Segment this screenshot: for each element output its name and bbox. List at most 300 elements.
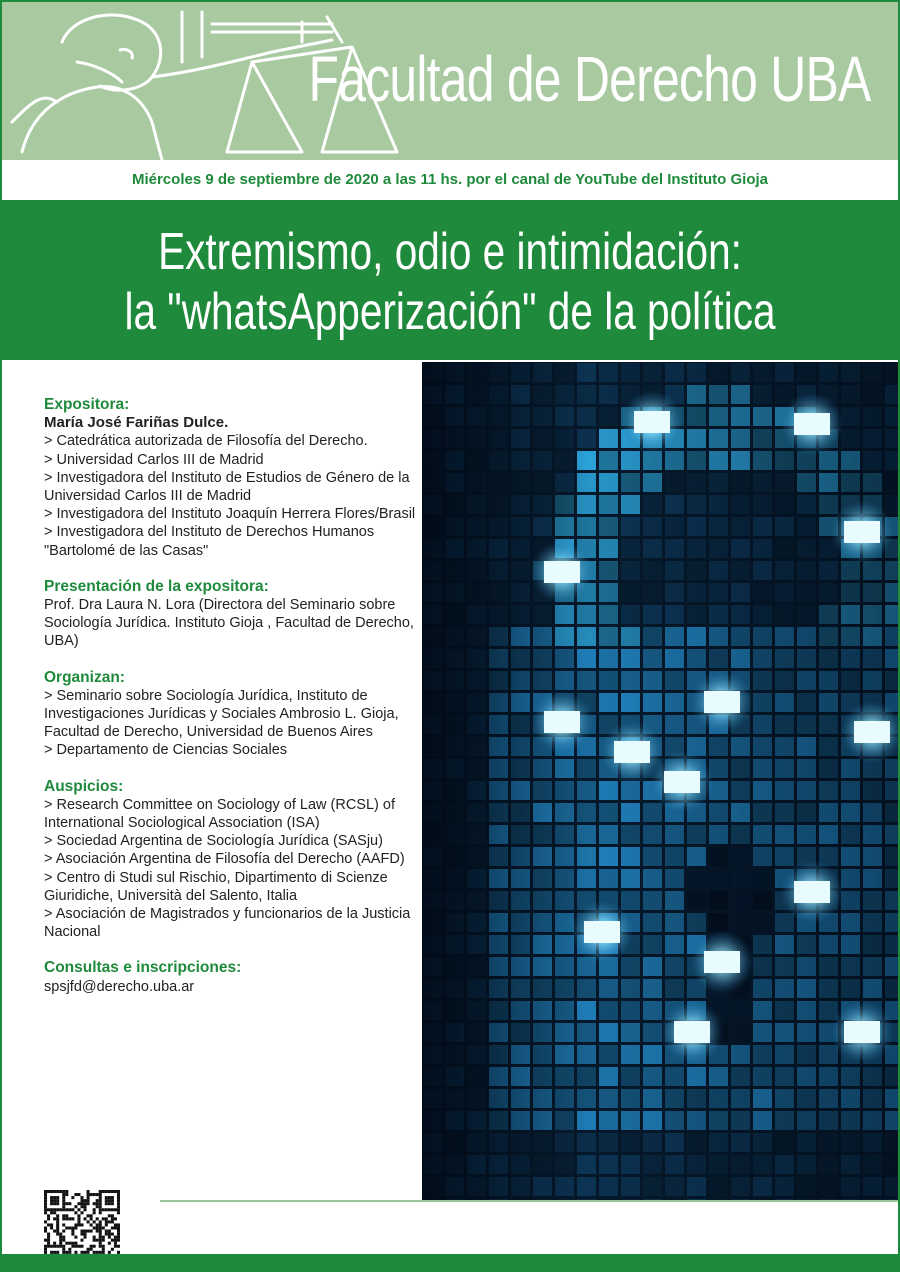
qr-module bbox=[93, 1208, 96, 1211]
qr-module bbox=[59, 1233, 62, 1236]
qr-module bbox=[71, 1217, 74, 1220]
qr-module bbox=[114, 1226, 117, 1229]
qr-module bbox=[84, 1202, 87, 1205]
qr-module bbox=[59, 1190, 62, 1193]
qr-module bbox=[56, 1223, 59, 1226]
qr-module bbox=[47, 1208, 50, 1211]
qr-module bbox=[77, 1208, 80, 1211]
qr-module bbox=[117, 1199, 120, 1202]
lit-tile bbox=[614, 741, 650, 763]
qr-module bbox=[74, 1223, 77, 1226]
lit-tile bbox=[544, 561, 580, 583]
qr-module bbox=[90, 1214, 93, 1217]
qr-module bbox=[117, 1230, 120, 1233]
qr-module bbox=[71, 1242, 74, 1245]
qr-module bbox=[102, 1190, 105, 1193]
qr-module bbox=[111, 1217, 114, 1220]
digital-padlock-image bbox=[422, 362, 898, 1200]
qr-module bbox=[50, 1199, 53, 1202]
qr-module bbox=[87, 1199, 90, 1202]
qr-module bbox=[74, 1245, 77, 1248]
qr-module bbox=[108, 1199, 111, 1202]
qr-module bbox=[80, 1230, 83, 1233]
qr-module bbox=[62, 1205, 65, 1208]
qr-module bbox=[77, 1193, 80, 1196]
qr-module bbox=[111, 1190, 114, 1193]
qr-module bbox=[99, 1245, 102, 1248]
qr-module bbox=[74, 1226, 77, 1229]
qr-module bbox=[99, 1202, 102, 1205]
qr-module bbox=[99, 1196, 102, 1199]
qr-module bbox=[111, 1196, 114, 1199]
qr-module bbox=[53, 1208, 56, 1211]
qr-module bbox=[114, 1223, 117, 1226]
qr-module bbox=[53, 1245, 56, 1248]
lit-tile bbox=[704, 691, 740, 713]
qr-module bbox=[108, 1233, 111, 1236]
qr-module bbox=[53, 1196, 56, 1199]
qr-module bbox=[56, 1217, 59, 1220]
expositora-heading: Expositora: bbox=[44, 396, 130, 413]
presentacion-section bbox=[44, 578, 416, 651]
header-banner bbox=[2, 2, 898, 160]
qr-module bbox=[84, 1208, 87, 1211]
qr-module bbox=[74, 1211, 77, 1214]
qr-module bbox=[77, 1223, 80, 1226]
auspicios-item: > Asociación Argentina de Filosofía del Derecho (AAFD) bbox=[44, 851, 405, 868]
event-title-band bbox=[0, 200, 900, 360]
auspicios-item: > Sociedad Argentina de Sociología Jurídica (SASju) bbox=[44, 833, 383, 850]
lit-tile bbox=[844, 1021, 880, 1043]
qr-module bbox=[93, 1202, 96, 1205]
qr-module bbox=[77, 1245, 80, 1248]
organizan-heading: Organizan: bbox=[44, 668, 125, 686]
qr-module bbox=[114, 1242, 117, 1245]
qr-module bbox=[56, 1199, 59, 1202]
qr-module bbox=[117, 1236, 120, 1239]
qr-module bbox=[99, 1199, 102, 1202]
qr-module bbox=[65, 1190, 68, 1193]
qr-module bbox=[44, 1245, 47, 1248]
qr-module bbox=[44, 1202, 47, 1205]
qr-module bbox=[93, 1239, 96, 1242]
qr-module bbox=[80, 1199, 83, 1202]
qr-module bbox=[50, 1190, 53, 1193]
qr-module bbox=[62, 1230, 65, 1233]
qr-module bbox=[87, 1202, 90, 1205]
qr-module bbox=[47, 1214, 50, 1217]
qr-module bbox=[108, 1236, 111, 1239]
qr-module bbox=[65, 1242, 68, 1245]
qr-module bbox=[84, 1199, 87, 1202]
qr-module bbox=[50, 1245, 53, 1248]
qr-module bbox=[62, 1208, 65, 1211]
qr-module bbox=[80, 1233, 83, 1236]
qr-module bbox=[117, 1190, 120, 1193]
qr-module bbox=[105, 1208, 108, 1211]
qr-module bbox=[80, 1202, 83, 1205]
qr-module bbox=[80, 1245, 83, 1248]
qr-module bbox=[99, 1239, 102, 1242]
qr-module bbox=[99, 1242, 102, 1245]
lit-tile bbox=[674, 1021, 710, 1043]
qr-module bbox=[47, 1239, 50, 1242]
qr-module bbox=[117, 1193, 120, 1196]
qr-module bbox=[65, 1193, 68, 1196]
event-info-column bbox=[44, 396, 416, 1014]
qr-module bbox=[102, 1236, 105, 1239]
expositora-item: > Universidad Carlos III de Madrid bbox=[44, 451, 264, 468]
qr-module bbox=[99, 1226, 102, 1229]
qr-module bbox=[50, 1208, 53, 1211]
qr-module bbox=[108, 1196, 111, 1199]
qr-module bbox=[93, 1226, 96, 1229]
qr-module bbox=[56, 1202, 59, 1205]
qr-module bbox=[59, 1236, 62, 1239]
qr-module bbox=[56, 1230, 59, 1233]
qr-module bbox=[99, 1220, 102, 1223]
qr-module bbox=[80, 1239, 83, 1242]
expositora-section bbox=[44, 396, 416, 560]
qr-module bbox=[105, 1196, 108, 1199]
qr-module bbox=[62, 1190, 65, 1193]
bottom-bar bbox=[0, 1254, 900, 1272]
qr-module bbox=[71, 1233, 74, 1236]
lit-tile bbox=[794, 413, 830, 435]
qr-module bbox=[53, 1242, 56, 1245]
qr-module bbox=[50, 1226, 53, 1229]
qr-module bbox=[108, 1220, 111, 1223]
qr-module bbox=[47, 1245, 50, 1248]
qr-module bbox=[56, 1196, 59, 1199]
qr-module bbox=[111, 1208, 114, 1211]
qr-module bbox=[111, 1248, 114, 1251]
qr-module bbox=[111, 1202, 114, 1205]
qr-module bbox=[117, 1205, 120, 1208]
qr-module bbox=[77, 1220, 80, 1223]
qr-module bbox=[56, 1214, 59, 1217]
lit-tile bbox=[854, 721, 890, 743]
qr-module bbox=[47, 1223, 50, 1226]
qr-module bbox=[65, 1214, 68, 1217]
qr-module bbox=[90, 1230, 93, 1233]
expositora-item: > Catedrática autorizada de Filosofía del Derecho. bbox=[44, 433, 368, 450]
qr-module bbox=[62, 1248, 65, 1251]
qr-module bbox=[62, 1214, 65, 1217]
qr-module bbox=[47, 1242, 50, 1245]
qr-module bbox=[71, 1208, 74, 1211]
lit-tile bbox=[634, 411, 670, 433]
qr-module bbox=[99, 1211, 102, 1214]
qr-module bbox=[84, 1233, 87, 1236]
qr-module bbox=[111, 1214, 114, 1217]
qr-module bbox=[65, 1217, 68, 1220]
qr-module bbox=[84, 1205, 87, 1208]
lit-tile bbox=[844, 521, 880, 543]
qr-module bbox=[111, 1220, 114, 1223]
qr-module bbox=[80, 1196, 83, 1199]
qr-module bbox=[77, 1217, 80, 1220]
qr-module bbox=[105, 1223, 108, 1226]
qr-module bbox=[44, 1226, 47, 1229]
consultas-section bbox=[44, 959, 416, 995]
qr-module bbox=[102, 1245, 105, 1248]
qr-module bbox=[74, 1242, 77, 1245]
contact-email[interactable]: spsjfd@derecho.uba.ar bbox=[44, 978, 195, 995]
qr-module bbox=[56, 1245, 59, 1248]
qr-module bbox=[68, 1248, 71, 1251]
qr-module bbox=[102, 1239, 105, 1242]
qr-module bbox=[87, 1190, 90, 1193]
qr-module bbox=[77, 1214, 80, 1217]
qr-module bbox=[44, 1190, 47, 1193]
consultas-heading: Consultas e inscripciones: bbox=[44, 959, 242, 977]
qr-module bbox=[96, 1205, 99, 1208]
qr-module bbox=[62, 1202, 65, 1205]
expositora-item: > Investigadora del Instituto de Estudios de Género de la Universidad Carlos III de Madrid bbox=[44, 469, 410, 505]
qr-module bbox=[96, 1193, 99, 1196]
qr-module bbox=[96, 1202, 99, 1205]
qr-module bbox=[44, 1196, 47, 1199]
qr-module bbox=[117, 1196, 120, 1199]
qr-module bbox=[108, 1230, 111, 1233]
qr-module bbox=[96, 1226, 99, 1229]
qr-module bbox=[114, 1217, 117, 1220]
qr-module bbox=[111, 1233, 114, 1236]
lit-tile bbox=[544, 711, 580, 733]
qr-module bbox=[62, 1239, 65, 1242]
qr-module bbox=[108, 1242, 111, 1245]
qr-module bbox=[80, 1211, 83, 1214]
qr-module bbox=[68, 1226, 71, 1229]
qr-module bbox=[71, 1226, 74, 1229]
qr-module bbox=[105, 1220, 108, 1223]
qr-module bbox=[114, 1208, 117, 1211]
qr-module bbox=[44, 1230, 47, 1233]
qr-module bbox=[93, 1245, 96, 1248]
qr-module bbox=[44, 1239, 47, 1242]
qr-module bbox=[105, 1190, 108, 1193]
event-title-line-1: Extremismo, odio e intimidación: bbox=[158, 223, 742, 281]
qr-module bbox=[47, 1217, 50, 1220]
speaker-name: María José Fariñas Dulce. bbox=[44, 414, 229, 432]
qr-module bbox=[96, 1217, 99, 1220]
lit-tile bbox=[704, 951, 740, 973]
qr-module bbox=[90, 1217, 93, 1220]
qr-module bbox=[44, 1208, 47, 1211]
qr-module bbox=[87, 1193, 90, 1196]
qr-module bbox=[90, 1248, 93, 1251]
qr-module bbox=[108, 1214, 111, 1217]
qr-module bbox=[44, 1220, 47, 1223]
expositora-item: > Investigadora del Instituto Joaquín Herrera Flores/Brasil bbox=[44, 506, 416, 523]
qr-module bbox=[74, 1205, 77, 1208]
qr-module bbox=[59, 1239, 62, 1242]
qr-module bbox=[53, 1199, 56, 1202]
qr-module bbox=[93, 1220, 96, 1223]
qr-module bbox=[65, 1208, 68, 1211]
qr-module bbox=[87, 1196, 90, 1199]
qr-module bbox=[87, 1220, 90, 1223]
qr-module bbox=[71, 1230, 74, 1233]
qr-module bbox=[117, 1239, 120, 1242]
qr-module bbox=[71, 1245, 74, 1248]
qr-module bbox=[53, 1217, 56, 1220]
auspicios-section bbox=[44, 778, 416, 942]
qr-module bbox=[74, 1236, 77, 1239]
qr-module bbox=[102, 1208, 105, 1211]
qr-module bbox=[53, 1230, 56, 1233]
lit-tile bbox=[584, 921, 620, 943]
qr-module bbox=[50, 1196, 53, 1199]
event-title-line-2: la "whatsApperización" de la política bbox=[124, 283, 776, 341]
qr-module bbox=[87, 1248, 90, 1251]
qr-module bbox=[111, 1199, 114, 1202]
qr-module bbox=[99, 1236, 102, 1239]
qr-module bbox=[117, 1211, 120, 1214]
expositora-item: > Investigadora del Instituto de Derechos Humanos "Bartolomé de las Casas" bbox=[44, 524, 375, 559]
presentacion-heading: Presentación de la expositora: bbox=[44, 577, 269, 595]
qr-module bbox=[99, 1205, 102, 1208]
qr-module bbox=[96, 1239, 99, 1242]
faculty-title: Facultad de Derecho UBA bbox=[308, 43, 870, 115]
qr-module bbox=[99, 1208, 102, 1211]
qr-module bbox=[117, 1208, 120, 1211]
qr-module bbox=[117, 1202, 120, 1205]
qr-module bbox=[99, 1223, 102, 1226]
qr-module bbox=[53, 1211, 56, 1214]
qr-module bbox=[93, 1236, 96, 1239]
qr-module bbox=[56, 1190, 59, 1193]
qr-module bbox=[90, 1193, 93, 1196]
qr-module bbox=[102, 1226, 105, 1229]
qr-module bbox=[53, 1202, 56, 1205]
qr-module bbox=[96, 1199, 99, 1202]
qr-module bbox=[68, 1242, 71, 1245]
qr-module bbox=[93, 1193, 96, 1196]
qr-module bbox=[44, 1248, 47, 1251]
qr-module bbox=[87, 1230, 90, 1233]
qr-module bbox=[80, 1205, 83, 1208]
qr-module bbox=[108, 1190, 111, 1193]
qr-module bbox=[62, 1193, 65, 1196]
auspicios-heading: Auspicios: bbox=[44, 777, 124, 795]
qr-module bbox=[47, 1236, 50, 1239]
qr-module bbox=[50, 1211, 53, 1214]
qr-module bbox=[105, 1233, 108, 1236]
qr-module bbox=[68, 1217, 71, 1220]
qr-module bbox=[56, 1233, 59, 1236]
qr-module bbox=[114, 1245, 117, 1248]
qr-module bbox=[84, 1217, 87, 1220]
qr-module bbox=[84, 1236, 87, 1239]
qr-module bbox=[99, 1190, 102, 1193]
qr-module bbox=[108, 1208, 111, 1211]
qr-module bbox=[62, 1245, 65, 1248]
qr-module bbox=[80, 1223, 83, 1226]
qr-module bbox=[102, 1217, 105, 1220]
qr-module bbox=[99, 1193, 102, 1196]
organizan-item: > Seminario sobre Sociología Jurídica, Instituto de Investigaciones Jurídicas y Sociales Ambrosio L. Gioja, Facultad de Derecho, Universidad de Buenos Aires bbox=[44, 687, 399, 741]
qr-module bbox=[96, 1223, 99, 1226]
qr-module bbox=[114, 1239, 117, 1242]
qr-module bbox=[105, 1199, 108, 1202]
qr-module bbox=[59, 1242, 62, 1245]
qr-module bbox=[56, 1220, 59, 1223]
qr-module bbox=[44, 1199, 47, 1202]
qr-module bbox=[105, 1202, 108, 1205]
qr-module bbox=[59, 1245, 62, 1248]
presentacion-text: Prof. Dra Laura N. Lora (Directora del Seminario sobre Sociología Jurídica. Instituto Gioja , Facultad de Derecho, UBA) bbox=[44, 597, 414, 650]
qr-module bbox=[68, 1202, 71, 1205]
qr-module bbox=[59, 1208, 62, 1211]
qr-module bbox=[117, 1226, 120, 1229]
event-dateline: Miércoles 9 de septiembre de 2020 a las 11 hs. por el canal de YouTube del Instituto Gioja bbox=[131, 171, 769, 188]
qr-module bbox=[111, 1239, 114, 1242]
digital-padlock-graphic bbox=[422, 362, 898, 1200]
qr-module bbox=[68, 1208, 71, 1211]
auspicios-item: > Research Committee on Sociology of Law (RCSL) of International Sociological Association (ISA) bbox=[44, 796, 395, 832]
qr-module bbox=[53, 1190, 56, 1193]
qr-module bbox=[117, 1233, 120, 1236]
qr-module bbox=[114, 1190, 117, 1193]
qr-module bbox=[56, 1226, 59, 1229]
qr-module bbox=[47, 1190, 50, 1193]
qr-module bbox=[74, 1193, 77, 1196]
qr-module bbox=[71, 1196, 74, 1199]
qr-module bbox=[44, 1211, 47, 1214]
qr-module bbox=[96, 1230, 99, 1233]
qr-module bbox=[84, 1230, 87, 1233]
auspicios-item: > Asociación de Magistrados y funcionarios de la Justicia Nacional bbox=[44, 906, 411, 941]
qr-module bbox=[62, 1217, 65, 1220]
qr-module bbox=[44, 1205, 47, 1208]
qr-module bbox=[62, 1199, 65, 1202]
qr-module bbox=[99, 1233, 102, 1236]
qr-module bbox=[50, 1202, 53, 1205]
organizan-item: > Departamento de Ciencias Sociales bbox=[44, 742, 288, 759]
qr-module bbox=[65, 1226, 68, 1229]
qr-module bbox=[108, 1202, 111, 1205]
qr-module bbox=[56, 1208, 59, 1211]
qr-module bbox=[114, 1236, 117, 1239]
qr-module bbox=[90, 1223, 93, 1226]
auspicios-item: > Centro di Studi sul Rischio, Dipartimento di Scienze Giuridiche, Università del Salento, Italia bbox=[44, 869, 388, 904]
qr-module bbox=[47, 1233, 50, 1236]
qr-module bbox=[90, 1245, 93, 1248]
qr-module bbox=[62, 1223, 65, 1226]
qr-module bbox=[102, 1248, 105, 1251]
lit-tile bbox=[794, 881, 830, 903]
qr-module bbox=[105, 1230, 108, 1233]
qr-module bbox=[111, 1226, 114, 1229]
qr-module bbox=[87, 1214, 90, 1217]
qr-module bbox=[44, 1193, 47, 1196]
footer-rule bbox=[160, 1200, 898, 1202]
qr-module bbox=[62, 1236, 65, 1239]
qr-module bbox=[117, 1223, 120, 1226]
qr-module bbox=[77, 1202, 80, 1205]
qr-module bbox=[65, 1202, 68, 1205]
qr-module bbox=[93, 1211, 96, 1214]
organizan-section bbox=[44, 669, 416, 760]
qr-module bbox=[50, 1223, 53, 1226]
qr-module bbox=[117, 1245, 120, 1248]
qr-module bbox=[105, 1217, 108, 1220]
qr-module bbox=[99, 1230, 102, 1233]
qr-module bbox=[62, 1196, 65, 1199]
lit-tile bbox=[664, 771, 700, 793]
